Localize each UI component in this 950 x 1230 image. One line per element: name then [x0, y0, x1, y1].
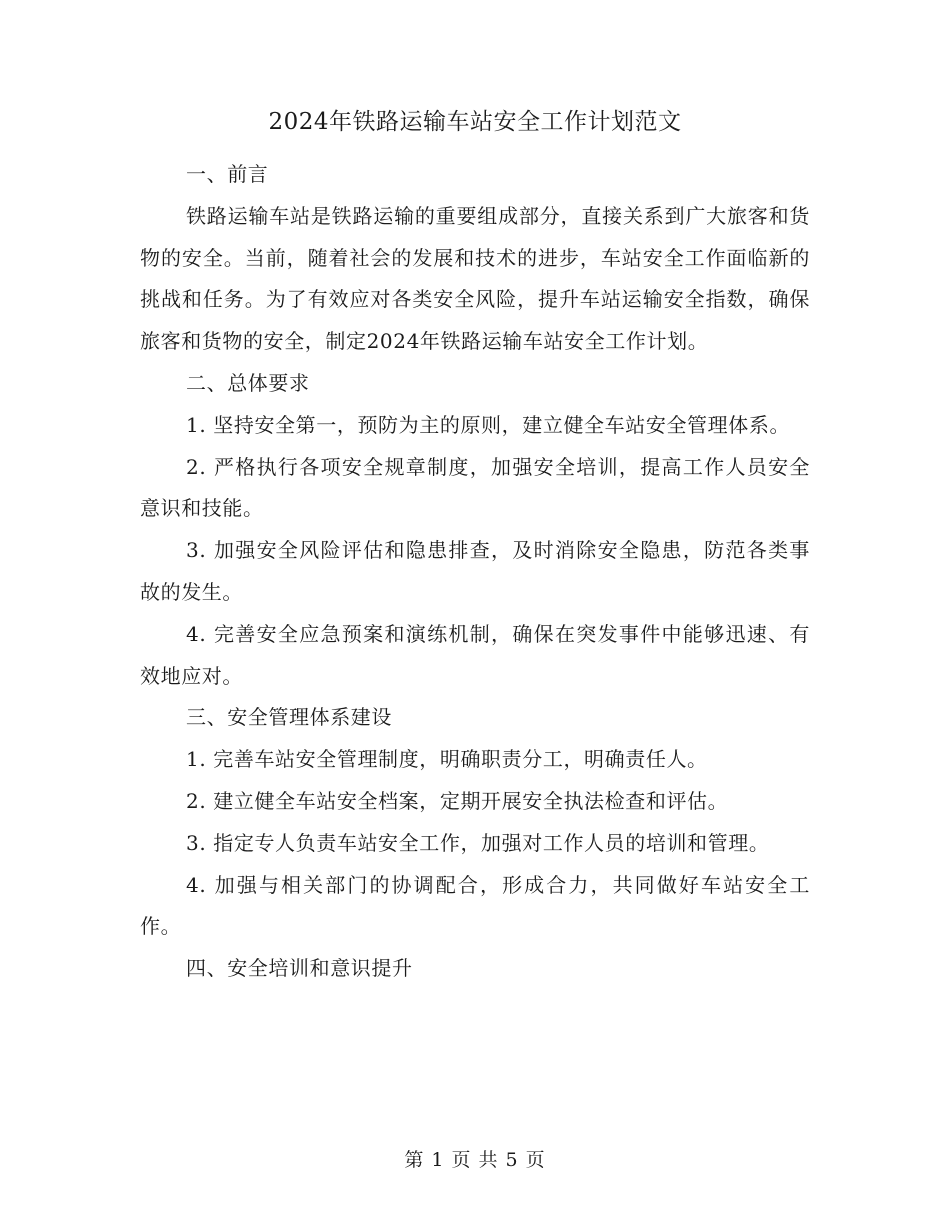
- list-item: 4. 加强与相关部门的协调配合，形成合力，共同做好车站安全工作。: [140, 872, 810, 939]
- page-number-footer: 第 1 页 共 5 页: [404, 1149, 546, 1171]
- body-paragraph: 铁路运输车站是铁路运输的重要组成部分，直接关系到广大旅客和货物的安全。当前，随着社会的发展和技术的进步，车站安全工作面临新的挑战和任务。为了有效应对各类安全风险，提升车站运输安全指数，确保旅客和货物的安全，制定2024年铁路运输车站安全工作计划。: [140, 203, 810, 354]
- list-item: 3. 加强安全风险评估和隐患排查，及时消除安全隐患，防范各类事故的发生。: [140, 538, 810, 604]
- document-body: [140, 154, 810, 990]
- document-title: 2024年铁路运输车站安全工作计划范文: [268, 109, 682, 135]
- list-item: 1. 坚持安全第一，预防为主的原则，建立健全车站安全管理体系。: [186, 412, 791, 437]
- list-item: 2. 建立健全车站安全档案，定期开展安全执法检查和评估。: [186, 788, 729, 813]
- section-heading-management-system: 三、安全管理体系建设: [186, 705, 392, 730]
- list-item: 1. 完善车站安全管理制度，明确职责分工，明确责任人。: [186, 747, 708, 772]
- section-heading-training: 四、安全培训和意识提升: [186, 956, 413, 981]
- section-heading-general-requirements: 二、总体要求: [186, 370, 310, 395]
- section-heading-preface: 一、前言: [186, 162, 269, 186]
- list-item: 4. 完善安全应急预案和演练机制，确保在突发事件中能够迅速、有效地应对。: [140, 621, 810, 688]
- list-item: 3. 指定专人负责车站安全工作，加强对工作人员的培训和管理。: [186, 830, 770, 855]
- list-item: 2. 严格执行各项安全规章制度，加强安全培训，提高工作人员安全意识和技能。: [140, 454, 810, 521]
